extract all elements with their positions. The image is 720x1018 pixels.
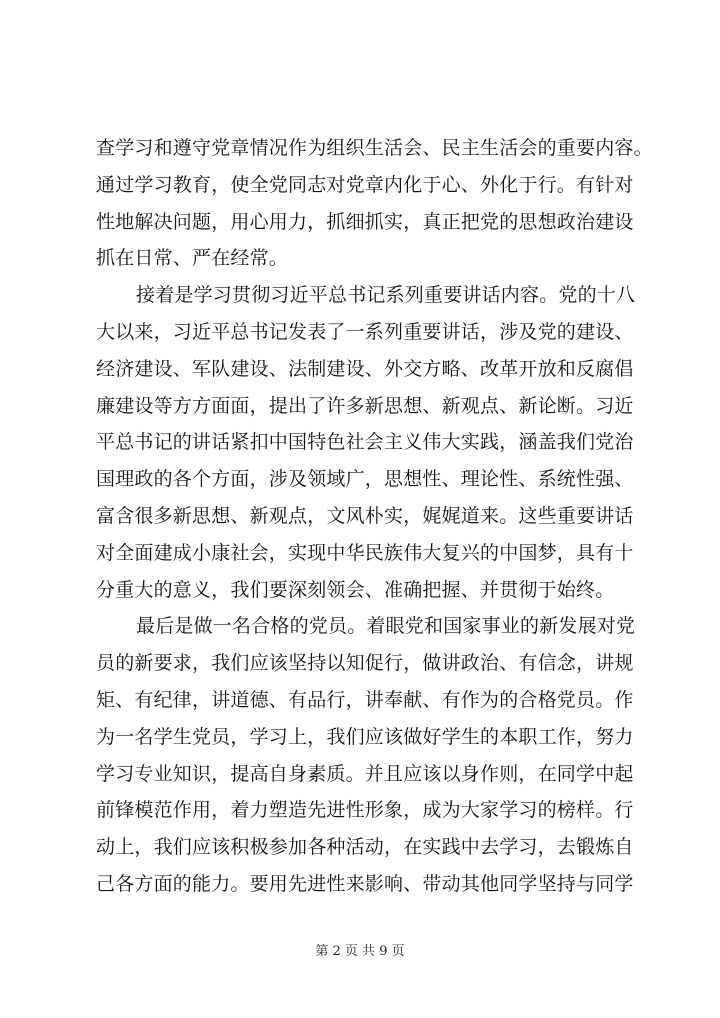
text-line: 己各方面的能力。要用先进性来影响、带动其他同学坚持与同学 (96, 872, 634, 895)
text-line: 查学习和遵守党章情况作为组织生活会、民主生活会的重要内容。 (96, 137, 653, 159)
text-line: 廉建设等方方面面，提出了许多新思想、新观点、新论断。习近 (96, 394, 634, 417)
text-line: 动上，我们应该积极参加各种活动，在实践中去学习，去锻炼自 (96, 836, 634, 859)
text-line: 富含很多新思想、新观点，文风朴实，娓娓道来。这些重要讲话 (96, 504, 634, 527)
text-line: 分重大的意义，我们要深刻领会、准确把握、并贯彻于始终。 (96, 578, 615, 601)
text-line: 国理政的各个方面，涉及领域广，思想性、理论性、系统性强、 (96, 468, 634, 491)
text-line: 抓在日常、严在经常。 (96, 247, 289, 270)
text-line: 前锋模范作用，着力塑造先进性形象，成为大家学习的榜样。行 (96, 799, 634, 822)
paragraph-start-line: 接着是学习贯彻习近平总书记系列重要讲话内容。党的十八 (136, 284, 636, 307)
text-line: 平总书记的讲话紧扣中国特色社会主义伟大实践，涵盖我们党治 (96, 431, 634, 454)
body-text (96, 130, 656, 903)
text-line: 学习专业知识，提高自身素质。并且应该以身作则，在同学中起 (96, 762, 634, 785)
text-line: 通过学习教育，使全党同志对党章内化于心、外化于行。有针对 (96, 173, 634, 196)
text-line: 对全面建成小康社会，实现中华民族伟大复兴的中国梦，具有十 (96, 541, 634, 564)
paragraph-start-line: 最后是做一名合格的党员。着眼党和国家事业的新发展对党 (136, 615, 636, 638)
text-line: 为一名学生党员，学习上，我们应该做好学生的本职工作，努力 (96, 725, 634, 748)
text-line: 性地解决问题，用心用力，抓细抓实，真正把党的思想政治建设 (96, 210, 634, 233)
text-line: 员的新要求，我们应该坚持以知促行，做讲政治、有信念，讲规 (96, 652, 634, 675)
text-line: 矩、有纪律，讲道德、有品行，讲奉献、有作为的合格党员。作 (96, 688, 634, 711)
text-line: 经济建设、军队建设、法制建设、外交方略、改革开放和反腐倡 (96, 357, 634, 380)
page-footer: 第 2 页 共 9 页 (315, 944, 405, 959)
text-line: 大以来，习近平总书记发表了一系列重要讲话，涉及党的建设、 (96, 320, 634, 343)
